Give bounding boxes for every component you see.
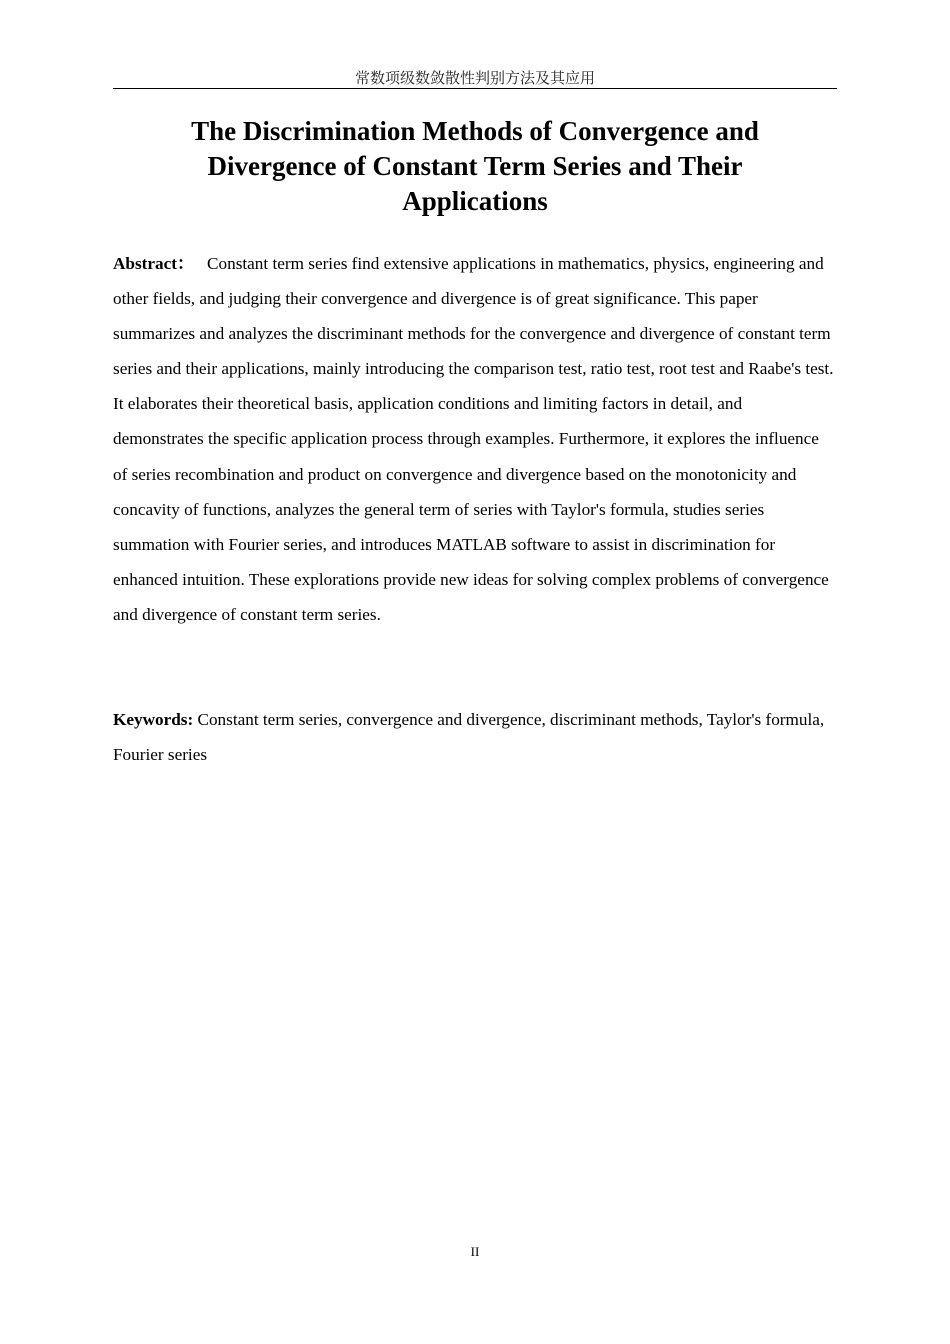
abstract-label: Abstract：	[113, 254, 195, 273]
page-number: II	[470, 1244, 480, 1259]
running-header: 常数项级数敛散性判别方法及其应用	[354, 69, 595, 87]
keywords-paragraph	[113, 702, 837, 772]
paper-title: The Discrimination Methods of Convergence and Divergence of Constant Term Series and Their Applications	[191, 116, 759, 216]
abstract-paragraph	[113, 246, 837, 632]
header-rule	[113, 88, 837, 89]
abstract-text: Constant term series find extensive applications in mathematics, physics, engineering and other fields, and judging their convergence and divergence is of great significance. This paper summarizes and analyzes the discriminant methods for the convergence and divergence of constant term series and their applications, mainly introducing the comparison test, ratio test, root test and Raabe's test. It elaborates their theoretical basis, application conditions and limiting factors in detail, and demonstrates the specific application process through examples. Furthermore, it explores the influence of series recombination and product on convergence and divergence based on the monotonicity and concavity of functions, analyzes the general term of series with Taylor's formula, studies series summation with Fourier series, and introduces MATLAB software to assist in discrimination for enhanced intuition. These explorations provide new ideas for solving complex problems of convergence and divergence of constant term series.	[113, 254, 834, 624]
keywords-text: Constant term series, convergence and divergence, discriminant methods, Taylor's formula, Fourier series	[113, 710, 825, 764]
keywords-label: Keywords:	[113, 710, 194, 729]
abstract-gap	[194, 254, 207, 273]
